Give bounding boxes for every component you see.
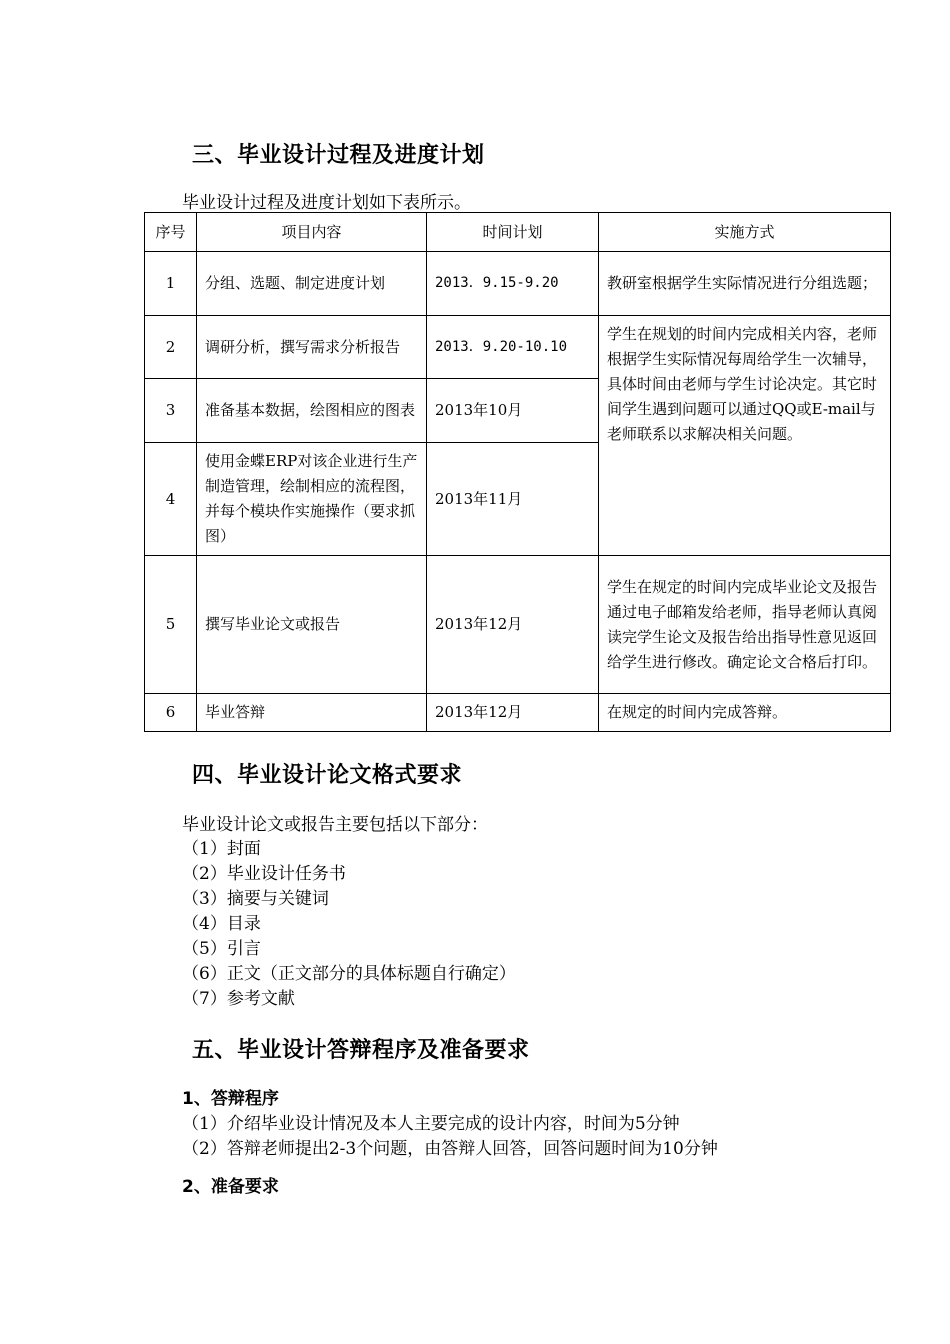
list-item: （2）毕业设计任务书 xyxy=(182,864,346,884)
row-content: 准备基本数据，绘图相应的图表 xyxy=(197,379,427,443)
section3-intro: 毕业设计过程及进度计划如下表所示。 xyxy=(182,193,471,213)
row-content: 调研分析，撰写需求分析报告 xyxy=(197,316,427,379)
header-content: 项目内容 xyxy=(197,213,427,252)
row-method: 教研室根据学生实际情况进行分组选题； xyxy=(599,252,891,316)
row-time: 2013．9.15-9.20 xyxy=(427,252,599,316)
list-item: （5）引言 xyxy=(182,939,261,959)
row-no: 2 xyxy=(145,316,197,379)
row-time: 2013年10月 xyxy=(427,379,599,443)
row-time: 2013年12月 xyxy=(427,694,599,732)
row-method: 在规定的时间内完成答辩。 xyxy=(599,694,891,732)
sub-heading-defense-procedure: 1、答辩程序 xyxy=(182,1089,279,1109)
row-content: 毕业答辩 xyxy=(197,694,427,732)
header-time: 时间计划 xyxy=(427,213,599,252)
header-no: 序号 xyxy=(145,213,197,252)
row-method: 学生在规定的时间内完成毕业论文及报告通过电子邮箱发给老师，指导老师认真阅读完学生论文及报告给出指导性意见返回给学生进行修改。确定论文合格后打印。 xyxy=(599,556,891,694)
list-item: （2）答辩老师提出2-3个问题，由答辩人回答，回答问题时间为10分钟 xyxy=(182,1139,718,1159)
table-row xyxy=(145,252,891,316)
header-method: 实施方式 xyxy=(599,213,891,252)
sub-heading-preparation: 2、准备要求 xyxy=(182,1177,279,1197)
list-item: （1）介绍毕业设计情况及本人主要完成的设计内容，时间为5分钟 xyxy=(182,1114,680,1134)
section5-heading: 五、毕业设计答辩程序及准备要求 xyxy=(192,1038,530,1063)
section4-heading: 四、毕业设计论文格式要求 xyxy=(192,763,463,788)
row-content: 分组、选题、制定进度计划 xyxy=(197,252,427,316)
row-no: 5 xyxy=(145,556,197,694)
list-item: （1）封面 xyxy=(182,839,261,859)
row-content: 撰写毕业论文或报告 xyxy=(197,556,427,694)
table-row xyxy=(145,556,891,694)
row-no: 6 xyxy=(145,694,197,732)
table-row xyxy=(145,694,891,732)
section3-heading: 三、毕业设计过程及进度计划 xyxy=(192,143,485,168)
row-content: 使用金蝶ERP对该企业进行生产制造管理，绘制相应的流程图，并每个模块作实施操作（要求抓图） xyxy=(197,443,427,556)
row-no: 4 xyxy=(145,443,197,556)
list-item: （6）正文（正文部分的具体标题自行确定） xyxy=(182,964,516,984)
section4-intro: 毕业设计论文或报告主要包括以下部分： xyxy=(182,815,488,835)
list-item: （3）摘要与关键词 xyxy=(182,889,329,909)
list-item: （4）目录 xyxy=(182,914,261,934)
table-row xyxy=(145,316,891,379)
schedule-table xyxy=(144,212,891,732)
row-no: 3 xyxy=(145,379,197,443)
row-time: 2013年11月 xyxy=(427,443,599,556)
list-item: （7）参考文献 xyxy=(182,989,295,1009)
table-header-row xyxy=(145,213,891,252)
row-time: 2013．9.20-10.10 xyxy=(427,316,599,379)
row-no: 1 xyxy=(145,252,197,316)
row-method: 学生在规划的时间内完成相关内容，老师根据学生实际情况每周给学生一次辅导，具体时间由老师与学生讨论决定。其它时间学生遇到问题可以通过QQ或E-mail与老师联系以求解决相关问题。 xyxy=(599,316,891,556)
row-time: 2013年12月 xyxy=(427,556,599,694)
